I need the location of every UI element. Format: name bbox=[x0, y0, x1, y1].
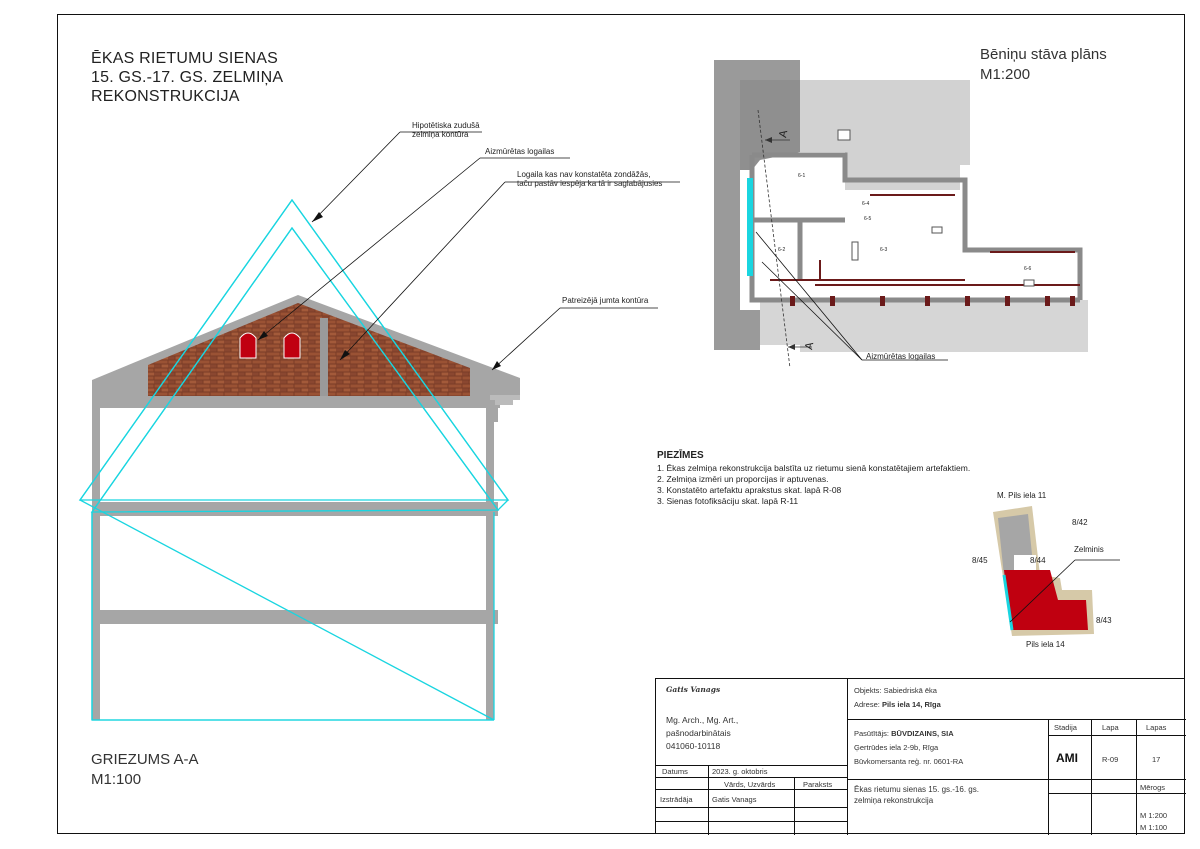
room-label: 6-1 bbox=[798, 173, 806, 179]
floor-2 bbox=[92, 502, 494, 516]
plan-title: Bēniņu stāva plāns M1:200 bbox=[980, 46, 1107, 83]
window-left bbox=[240, 333, 256, 358]
site-lot-843: 8/43 bbox=[1096, 616, 1112, 625]
room-label: 6-4 bbox=[862, 201, 870, 207]
annotation-current-roof: Patreizējā jumta kontūra bbox=[562, 296, 649, 305]
annotation-plan-walled-windows: Aizmūrētas logailas bbox=[866, 352, 936, 361]
author-signature: Gatis Vanags bbox=[666, 685, 721, 694]
annotation-hypothetical: Hipotētiska zudušā zelmiņa kontūra bbox=[412, 121, 480, 139]
site-north-street: M. Pils iela 11 bbox=[997, 491, 1047, 500]
hypothetical-gable-outline bbox=[80, 200, 508, 720]
site-lot-842: 8/42 bbox=[1072, 518, 1088, 527]
section-mark-bottom: A bbox=[803, 341, 817, 351]
notes-block: PIEZĪMES 1. Ēkas zelmiņa rekonstrukcija balstīta uz rietumu sienā konstatētajiem artefaktiem. 2. Zelmiņa izmēri un proporcijas ir aptuvenas. 3. Konstatēto artefaktu aprakstus skat. lapā R-08 3. Sienas fotofiksāciju skat. lapā R-11 bbox=[657, 450, 971, 506]
room-label: 6-2 bbox=[778, 247, 786, 253]
section-mark-top: A bbox=[777, 129, 791, 139]
annotation-unverified: Logaila kas nav konstatēta zondāžās, taču pastāv iespēja ka tā ir saglabājusies bbox=[517, 170, 663, 188]
room-label: 6-6 bbox=[1024, 266, 1032, 272]
floor-plan bbox=[714, 60, 1088, 368]
site-lot-844: 8/44 bbox=[1030, 556, 1046, 565]
title-block: Gatis Vanags Mg. Arch., Mg. Art., pašnodarbinātais 041060-10118 Datums 2023. g. oktobris Vārds, Uzvārds Paraksts Izstrādāja Gatis Vanags Objekts: Sabiedriskā ēka Adrese: Pils iela 14, Rīga Pasūtītājs: BŪVDIZAINS, SIA Ģertrūdes iela 2-9b, Rīga Būvkomersanta reģ. nr. 0601-RA Ēkas rietumu sienas 15. gs.-16. gs. zelmiņa rekonstrukcija Stadija Lapa Lapas AMI R-09 17 Mērogs M 1:200 M 1:100 bbox=[655, 678, 1185, 834]
room-label: 6-3 bbox=[880, 247, 888, 253]
site-zelminis: Zelminis bbox=[1074, 545, 1104, 554]
room-label: 6-5 bbox=[864, 216, 872, 222]
east-wall bbox=[486, 408, 494, 720]
section-label: GRIEZUMS A-A M1:100 bbox=[91, 751, 199, 788]
site-lot-845: 8/45 bbox=[972, 556, 988, 565]
site-south-street: Pils iela 14 bbox=[1026, 640, 1065, 649]
west-wall bbox=[92, 408, 100, 720]
plan-walled-windows bbox=[747, 178, 753, 276]
window-right bbox=[284, 333, 300, 358]
drawing-title: ĒKAS RIETUMU SIENAS 15. GS.-17. GS. ZELMIŅA REKONSTRUKCIJA bbox=[91, 50, 284, 105]
section-drawing bbox=[80, 200, 520, 720]
floor-1 bbox=[92, 610, 494, 624]
annotation-walled-windows: Aizmūrētas logailas bbox=[485, 147, 555, 156]
